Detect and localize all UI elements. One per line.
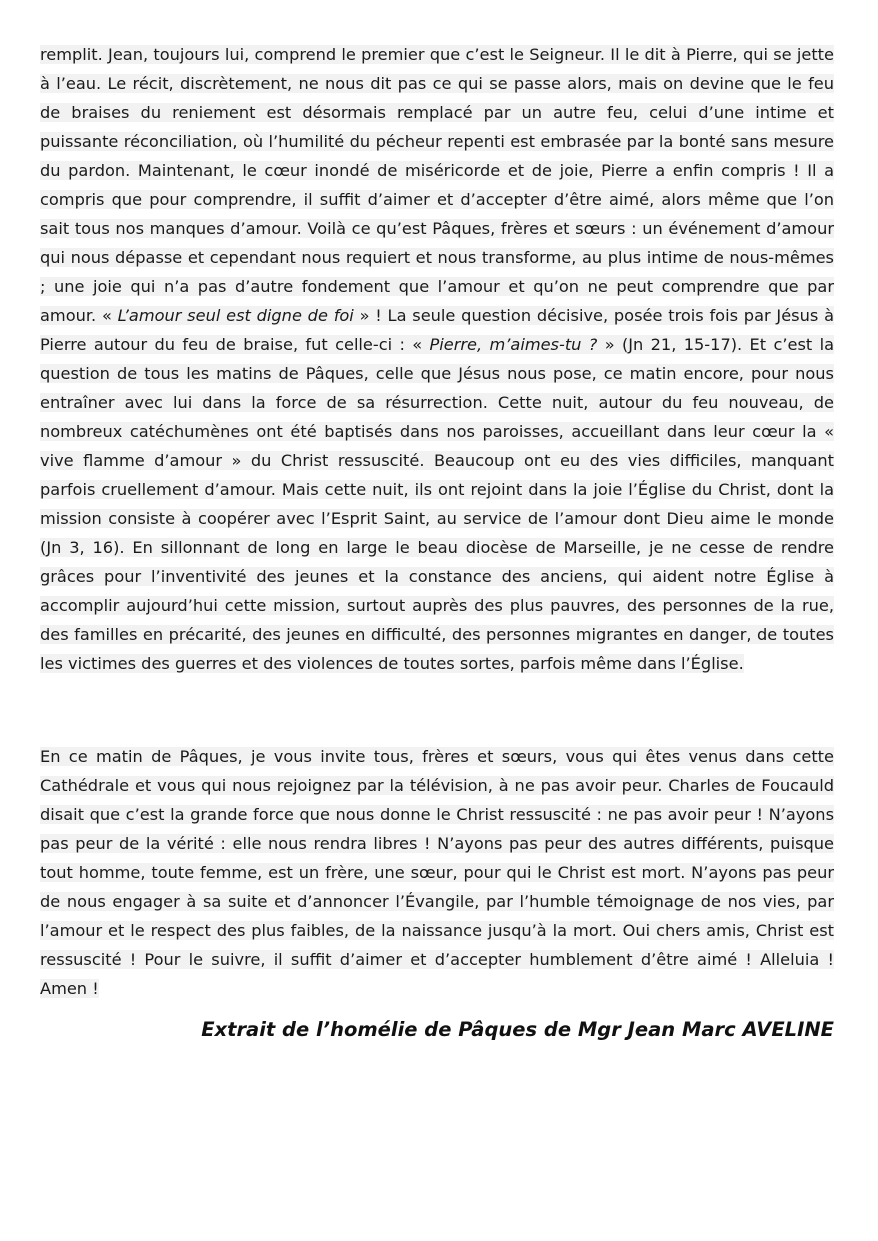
quote-love-worthy-of-faith: L’amour seul est digne de foi [117,306,354,325]
quote-peter-do-you-love-me: Pierre, m’aimes-tu ? [429,335,598,354]
paragraph-1-text-c: » (Jn 21, 15-17). Et c’est la question de tous les matins de Pâques, celle que Jésus nous pose, ce matin encore, pour nous entraîner avec lui dans la force de sa résurrection. Cette nuit, autour du feu nouveau, de nombreux catéchumènes ont été baptisés dans nos paroisses, accueillant dans leur cœur la « vive flamme d’amour » du Christ ressuscité. Beaucoup ont eu des vies difficiles, manquant parfois cruellement d’amour. Mais cette nuit, ils ont rejoint dans la joie l’Église du Christ, dont la mission consiste à coopérer avec l’Esprit Saint, au service de l’amour dont Dieu aime le monde (Jn 3, 16). En sillonnant de long en large le beau diocèse de Marseille, je ne cesse de rendre grâces pour l’inventivité des jeunes et la constance des anciens, qui aident notre Église à accomplir aujourd’hui cette mission, surtout auprès des plus pauvres, des personnes de la rue, des familles en précarité, des jeunes en difficulté, des personnes migrantes en danger, de toutes les victimes des guerres et des violences de toutes sortes, parfois même dans l’Église. [40,335,834,673]
paragraph-spacer [40,678,834,742]
document-page [40,40,834,1045]
homily-paragraph-2 [40,742,834,1003]
homily-paragraph-1 [40,40,834,678]
paragraph-2-text: En ce matin de Pâques, je vous invite tous, frères et sœurs, vous qui êtes venus dans cette Cathédrale et vous qui nous rejoignez par la télévision, à ne pas avoir peur. Charles de Foucauld disait que c’est la grande force que nous donne le Christ ressuscité : ne pas avoir peur ! N’ayons pas peur de la vérité : elle nous rendra libres ! N’ayons pas peur des autres différents, puisque tout homme, toute femme, est un frère, une sœur, pour qui le Christ est mort. N’ayons pas peur de nous engager à sa suite et d’annoncer l’Évangile, par l’humble témoignage de nos vies, par l’amour et le respect des plus faibles, de la naissance jusqu’à la mort. Oui chers amis, Christ est ressuscité ! Pour le suivre, il suffit d’aimer et d’accepter humblement d’être aimé ! Alleluia ! Amen ! [40,747,834,998]
paragraph-1-text-b: » ! La seule question décisive, posée trois fois par Jésus à Pierre autour du feu de braise, fut celle-ci : « [40,306,834,354]
paragraph-1-text-a: remplit. Jean, toujours lui, comprend le premier que c’est le Seigneur. Il le dit à Pierre, qui se jette à l’eau. Le récit, discrètement, ne nous dit pas ce qui se passe alors, mais on devine que le feu de braises du reniement est désormais remplacé par un autre feu, celui d’une intime et puissante réconciliation, où l’humilité du pécheur repenti est embrasée par la bonté sans mesure du pardon. Maintenant, le cœur inondé de miséricorde et de joie, Pierre a enfin compris ! Il a compris que pour comprendre, il suffit d’aimer et d’accepter d’être aimé, alors même que l’on sait tous nos manques d’amour. Voilà ce qu’est Pâques, frères et sœurs : un événement d’amour qui nous dépasse et cependant nous requiert et nous transforme, au plus intime de nous-mêmes ; une joie qui n’a pas d’autre fondement que l’amour et qu’on ne peut comprendre que par amour. « [40,45,834,325]
homily-signature: Extrait de l’homélie de Pâques de Mgr Jean Marc AVELINE [201,1018,834,1041]
